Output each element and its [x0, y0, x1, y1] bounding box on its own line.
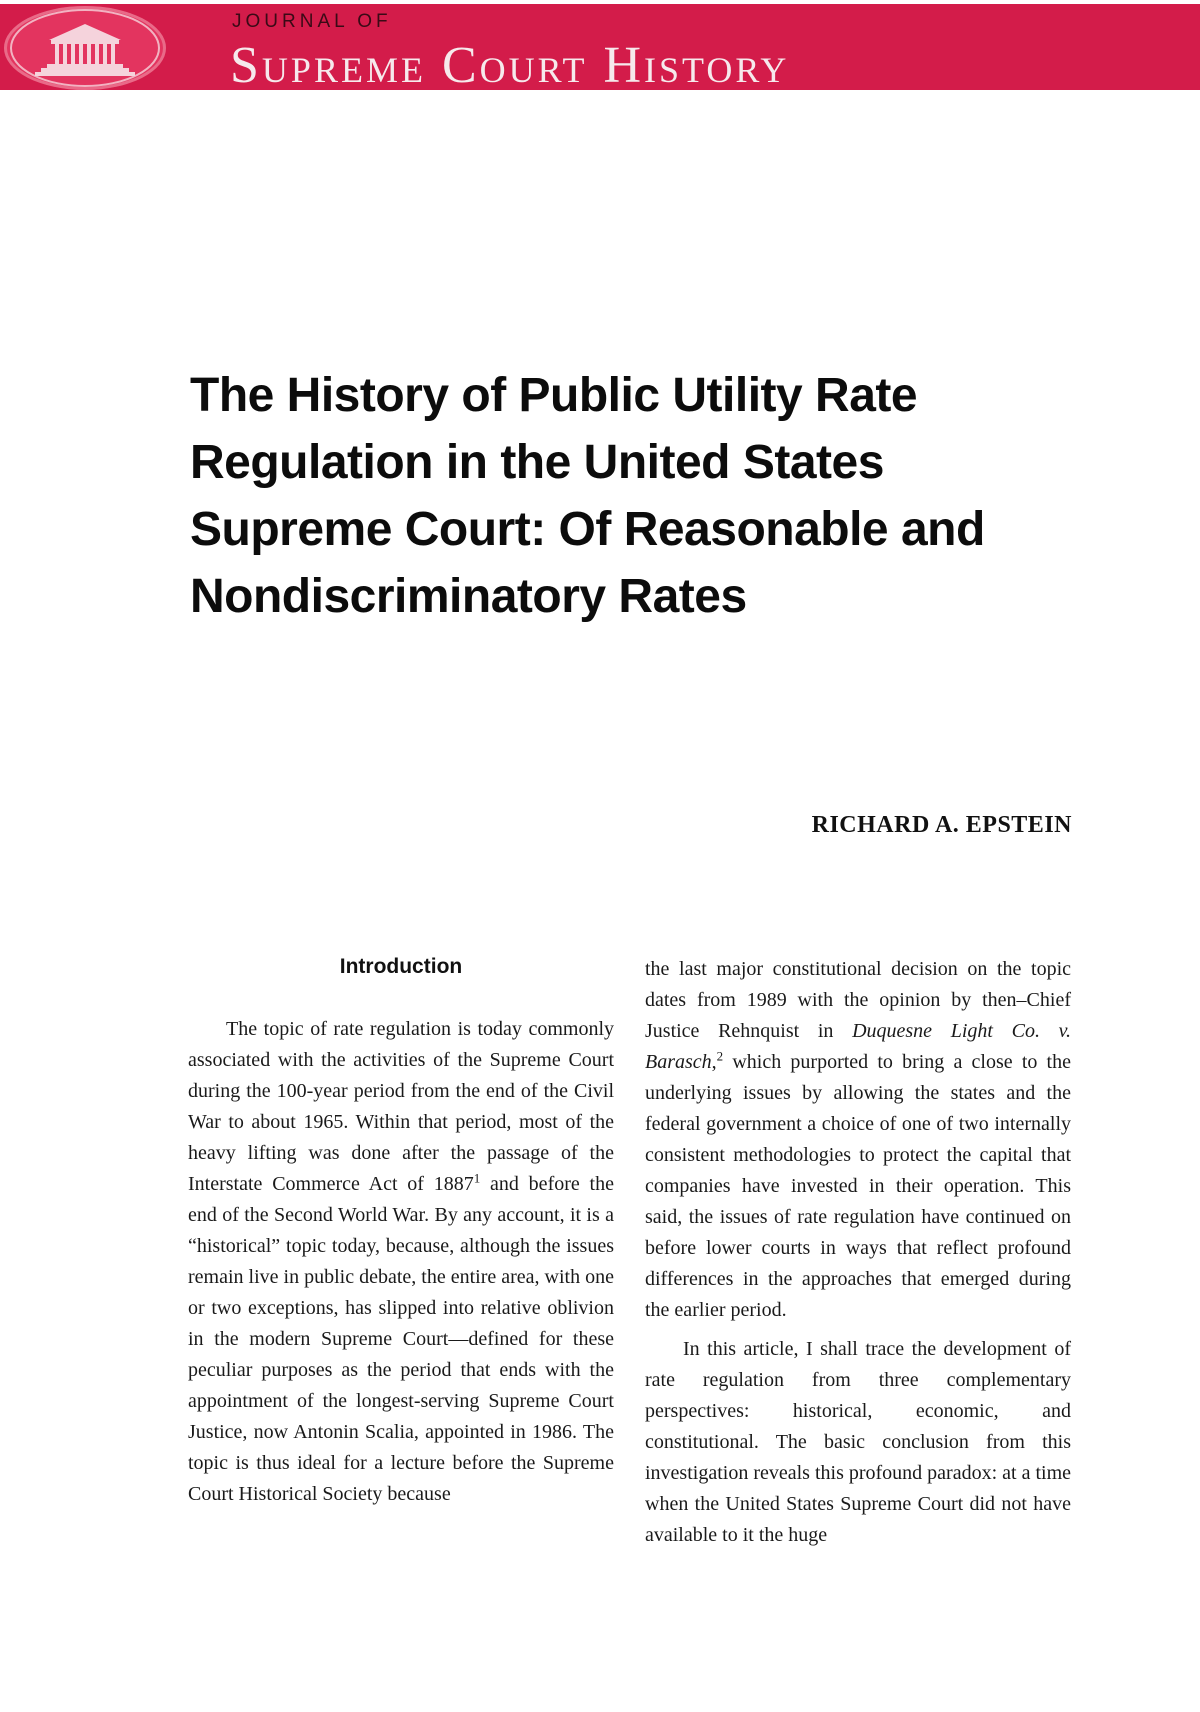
paragraph — [188, 1014, 614, 1510]
paragraph: In this article, I shall trace the development of rate regulation from three complementary perspectives: historical, economic, and constitutional. The basic conclusion from this investigation reveals this profound paradox: at a time when the United States Supreme Court did not have available to it the huge — [645, 1338, 1071, 1546]
article-title — [190, 362, 1090, 630]
footnote-marker: 1 — [473, 1170, 481, 1186]
title-line: Supreme Court: Of Reasonable and — [190, 503, 985, 556]
journal-kicker: JOURNAL OF — [232, 11, 392, 32]
punctuation: , — [711, 1051, 717, 1073]
paragraph-text: which purported to bring a close to the underlying issues by allowing the states and the federal government a choice of one of two internally consistent methodologies to protect the capital that companies have invested in their operation. This said, the issues of rate regulation have continued on before lower courts in ways that reflect profound differences in the approaches that emerged during the earlier period. — [645, 1051, 1071, 1321]
paragraph — [645, 954, 1071, 1326]
left-column — [188, 952, 614, 1510]
supreme-court-building-seal-icon — [4, 6, 166, 90]
footnote-marker: 2 — [716, 1048, 724, 1064]
right-column — [645, 954, 1071, 1551]
author-byline: RICHARD A. EPSTEIN — [811, 812, 1072, 838]
journal-banner — [0, 4, 1200, 94]
title-line: The History of Public Utility Rate — [190, 369, 918, 422]
paragraph-text: The topic of rate regulation is today commonly associated with the activities of the Supreme Court during the 100-year period from the end of the Civil War to about 1965. Within that period, most of the heavy lifting was done after the passage of the Interstate Commerce Act of 1887 — [188, 1018, 614, 1195]
case-citation: Duquesne Light Co. v. Barasch — [645, 1020, 1071, 1073]
title-line: Regulation in the United States — [190, 436, 884, 489]
journal-masthead: Supreme Court History — [230, 37, 790, 94]
title-line: Nondiscriminatory Rates — [190, 570, 747, 623]
paragraph-text: the last major constitutional decision on the topic dates from 1989 with the opinion by then–Chief Justice Rehnquist in — [645, 958, 1071, 1042]
paragraph-text: and before the end of the Second World War. By any account, it is a “historical” topic today, because, although the issues remain live in public debate, the entire area, with one or two exceptions, has slipped into relative oblivion in the modern Supreme Court—defined for these peculiar purposes as the period that ends with the appointment of the longest-serving Supreme Court Justice, now Antonin Scalia, appointed in 1986. The topic is thus ideal for a lecture before the Supreme Court Historical Society because — [188, 1173, 614, 1505]
section-heading: Introduction — [339, 955, 463, 978]
